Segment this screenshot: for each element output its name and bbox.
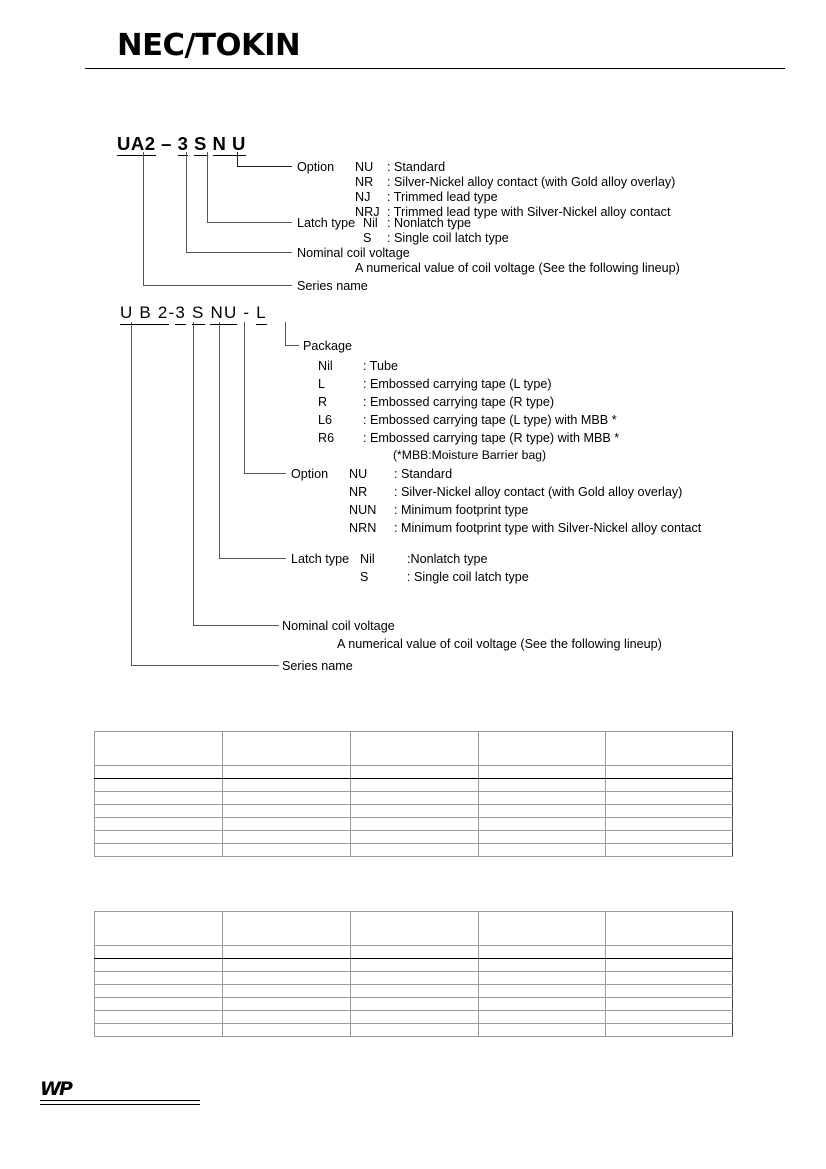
table-subheader-cell	[479, 766, 606, 779]
table-row	[95, 1024, 733, 1037]
table-cell	[351, 1024, 479, 1037]
package-desc-2-4: : Embossed carrying tape (R type) with MBB *	[363, 431, 620, 445]
header-divider	[85, 68, 785, 69]
table-cell	[351, 985, 479, 998]
table-cell	[479, 779, 606, 792]
table-cell	[351, 972, 479, 985]
table-cell	[223, 792, 351, 805]
package-key-2-3: L6	[318, 413, 333, 427]
footer-divider-bottom	[40, 1104, 200, 1105]
table-header-cell	[479, 912, 606, 946]
leader-option-1-vertical	[237, 152, 238, 166]
package-desc-2-1: : Embossed carrying tape (L type)	[363, 377, 552, 391]
option-title-1: Option	[297, 160, 335, 174]
part-number-code-1	[117, 133, 246, 155]
latch-desc-2-0: :Nonlatch type	[407, 552, 488, 566]
table-cell	[223, 1011, 351, 1024]
specification-table-1	[94, 731, 733, 857]
table-row	[95, 998, 733, 1011]
leader-voltage-2-vertical	[193, 322, 194, 625]
package-row-2-0	[318, 360, 398, 373]
table-cell	[223, 805, 351, 818]
footer-divider-top	[40, 1100, 200, 1101]
table-row	[95, 972, 733, 985]
table-header-row	[95, 912, 733, 946]
leader-series-1-vertical	[143, 152, 144, 285]
brand-logo: NEC/TOKIN	[117, 28, 301, 63]
leader-series-2-horizontal	[131, 665, 279, 666]
footer-logo-mark: WP	[40, 1078, 71, 1100]
table-cell	[606, 805, 733, 818]
option-key-2-3: NRN	[349, 521, 377, 535]
table-subheader-row	[95, 946, 733, 959]
leader-package-2-vertical	[285, 322, 286, 345]
table-cell	[95, 792, 223, 805]
package-key-2-4: R6	[318, 431, 335, 445]
table-subheader-cell	[351, 946, 479, 959]
table-row	[95, 818, 733, 831]
voltage-note-2: A numerical value of coil voltage (See the following lineup)	[337, 637, 662, 651]
table-cell	[223, 959, 351, 972]
table-cell	[606, 779, 733, 792]
option-key-1-0: NU	[355, 160, 374, 174]
table-cell	[479, 972, 606, 985]
latch-key-1-0: Nil	[363, 216, 378, 230]
option-key-1-3: NRJ	[355, 205, 380, 219]
table-cell	[479, 959, 606, 972]
code-segment-voltage-2: 3	[175, 303, 186, 325]
option-key-2-0: NU	[349, 467, 368, 481]
code-segment-latch-2: S	[192, 303, 205, 325]
code-segment-series-1: UA2	[117, 133, 156, 154]
table-cell	[95, 985, 223, 998]
package-row-2-4	[318, 432, 619, 445]
table-cell	[606, 985, 733, 998]
option-desc-1-3: : Trimmed lead type with Silver-Nickel alloy contact	[387, 205, 671, 219]
option-desc-1-2: : Trimmed lead type	[387, 190, 498, 204]
part-number-code-2	[120, 303, 267, 323]
table-subheader-cell	[95, 946, 223, 959]
leader-voltage-1-horizontal	[186, 252, 292, 253]
series-title-2: Series name	[282, 659, 353, 673]
table-row	[95, 1011, 733, 1024]
package-key-2-1: L	[318, 377, 326, 391]
code-gap-1a: –	[155, 133, 178, 154]
table-cell	[223, 985, 351, 998]
table-subheader-cell	[95, 766, 223, 779]
table-header-cell	[606, 732, 733, 766]
latch-row-2-0	[360, 553, 488, 566]
leader-series-1-horizontal	[143, 285, 292, 286]
option-desc-1-1: : Silver-Nickel alloy contact (with Gold alloy overlay)	[387, 175, 676, 189]
table-cell	[606, 792, 733, 805]
table-cell	[95, 959, 223, 972]
code-segment-option-2: NU	[210, 303, 237, 325]
latch-desc-1-0: : Nonlatch type	[387, 216, 472, 230]
option-desc-2-3: : Minimum footprint type with Silver-Nickel alloy contact	[394, 521, 702, 535]
package-desc-2-0: : Tube	[363, 359, 399, 373]
table-subheader-cell	[351, 766, 479, 779]
table-cell	[351, 998, 479, 1011]
option-row-2-2	[349, 504, 528, 517]
option-row-1-0	[355, 161, 445, 174]
table-cell	[606, 1024, 733, 1037]
table-row	[95, 805, 733, 818]
table-cell	[479, 844, 606, 857]
table-cell	[606, 844, 733, 857]
table-cell	[351, 844, 479, 857]
code-segment-series-2: U B 2	[120, 303, 169, 325]
table-cell	[351, 805, 479, 818]
package-key-2-2: R	[318, 395, 328, 409]
table-cell	[606, 1011, 733, 1024]
latch-desc-1-1: : Single coil latch type	[387, 231, 509, 245]
table-subheader-cell	[223, 946, 351, 959]
leader-option-2-vertical	[244, 322, 245, 473]
leader-option-1-horizontal	[237, 166, 292, 167]
option-row-2-1	[349, 486, 682, 499]
table-cell	[223, 779, 351, 792]
latch-title-2: Latch type	[291, 552, 350, 566]
code-gap-2d: -	[237, 303, 257, 322]
latch-desc-2-1: : Single coil latch type	[407, 570, 529, 584]
series-title-1: Series name	[297, 279, 368, 293]
table-subheader-row	[95, 766, 733, 779]
package-row-2-1	[318, 378, 552, 391]
table-header-cell	[223, 732, 351, 766]
voltage-title-1: Nominal coil voltage	[297, 246, 410, 260]
leader-latch-2-horizontal	[219, 558, 286, 559]
table-subheader-cell	[223, 766, 351, 779]
table-header-cell	[351, 732, 479, 766]
table-subheader-cell	[606, 766, 733, 779]
latch-row-1-0	[363, 217, 471, 230]
table-cell	[95, 1011, 223, 1024]
table-cell	[351, 818, 479, 831]
code-gap-2a: -	[168, 303, 176, 322]
table-cell	[95, 779, 223, 792]
package-row-2-3	[318, 414, 617, 427]
leader-option-2-horizontal	[244, 473, 286, 474]
table-header-row	[95, 732, 733, 766]
table-cell	[223, 1024, 351, 1037]
table-cell	[606, 998, 733, 1011]
table-subheader-cell	[606, 946, 733, 959]
table-cell	[351, 959, 479, 972]
option-key-1-1: NR	[355, 175, 374, 189]
table-cell	[606, 972, 733, 985]
option-desc-2-0: : Standard	[394, 467, 453, 481]
table-cell	[479, 985, 606, 998]
table-cell	[95, 831, 223, 844]
table-cell	[95, 998, 223, 1011]
leader-latch-1-horizontal	[207, 222, 292, 223]
package-title-2: Package	[303, 339, 353, 353]
latch-title-1: Latch type	[297, 216, 356, 230]
table-cell	[479, 792, 606, 805]
table-cell	[606, 831, 733, 844]
package-key-2-0: Nil	[318, 359, 333, 373]
code-segment-voltage-1: 3	[177, 133, 189, 154]
code-segment-package-2: L	[256, 303, 267, 325]
table-header-cell	[223, 912, 351, 946]
latch-key-1-1: S	[363, 231, 372, 245]
table-cell	[351, 831, 479, 844]
table-row	[95, 831, 733, 844]
option-key-1-2: NJ	[355, 190, 371, 204]
leader-voltage-2-horizontal	[193, 625, 279, 626]
option-row-1-2	[355, 191, 498, 204]
table-cell	[223, 831, 351, 844]
table-row	[95, 844, 733, 857]
option-row-1-1	[355, 176, 675, 189]
latch-key-2-1: S	[360, 570, 369, 584]
table-cell	[223, 818, 351, 831]
code-segment-latch-1: S	[194, 133, 207, 154]
table-cell	[479, 818, 606, 831]
option-row-2-0	[349, 468, 452, 481]
table-cell	[95, 844, 223, 857]
package-footnote-2: (*MBB:Moisture Barrier bag)	[393, 448, 547, 462]
table-header-cell	[95, 732, 223, 766]
option-desc-2-2: : Minimum footprint type	[394, 503, 529, 517]
table-cell	[95, 818, 223, 831]
table-cell	[479, 1011, 606, 1024]
table-row	[95, 779, 733, 792]
package-desc-2-2: : Embossed carrying tape (R type)	[363, 395, 555, 409]
voltage-title-2: Nominal coil voltage	[282, 619, 395, 633]
code-segment-option-1: N U	[212, 133, 246, 154]
leader-series-2-vertical	[131, 322, 132, 665]
table-cell	[606, 959, 733, 972]
table-cell	[223, 998, 351, 1011]
latch-row-2-1	[360, 571, 529, 584]
leader-voltage-1-vertical	[186, 152, 187, 252]
table-cell	[95, 1024, 223, 1037]
option-title-2: Option	[291, 467, 329, 481]
code-gap-1c	[207, 133, 213, 154]
table-header-cell	[479, 732, 606, 766]
table-cell	[479, 998, 606, 1011]
table-header-cell	[95, 912, 223, 946]
table-cell	[479, 1024, 606, 1037]
table-subheader-cell	[479, 946, 606, 959]
leader-package-2-horizontal	[285, 345, 299, 346]
latch-row-1-1	[363, 232, 509, 245]
package-desc-2-3: : Embossed carrying tape (L type) with MBB *	[363, 413, 617, 427]
leader-latch-1-vertical	[207, 152, 208, 222]
table-cell	[95, 805, 223, 818]
table-row	[95, 985, 733, 998]
table-header-cell	[351, 912, 479, 946]
option-row-2-3	[349, 522, 701, 535]
specification-table-2	[94, 911, 733, 1037]
leader-latch-2-vertical	[219, 322, 220, 558]
table-cell	[351, 779, 479, 792]
table-cell	[223, 972, 351, 985]
table-cell	[479, 831, 606, 844]
table-row	[95, 959, 733, 972]
table-row	[95, 792, 733, 805]
table-cell	[351, 792, 479, 805]
table-header-cell	[606, 912, 733, 946]
option-desc-2-1: : Silver-Nickel alloy contact (with Gold alloy overlay)	[394, 485, 683, 499]
option-key-2-1: NR	[349, 485, 368, 499]
option-desc-1-0: : Standard	[387, 160, 446, 174]
option-key-2-2: NUN	[349, 503, 377, 517]
table-cell	[606, 818, 733, 831]
voltage-note-1: A numerical value of coil voltage (See the following lineup)	[355, 261, 680, 275]
latch-key-2-0: Nil	[360, 552, 375, 566]
table-cell	[351, 1011, 479, 1024]
table-cell	[223, 844, 351, 857]
table-cell	[95, 972, 223, 985]
table-cell	[479, 805, 606, 818]
package-row-2-2	[318, 396, 554, 409]
